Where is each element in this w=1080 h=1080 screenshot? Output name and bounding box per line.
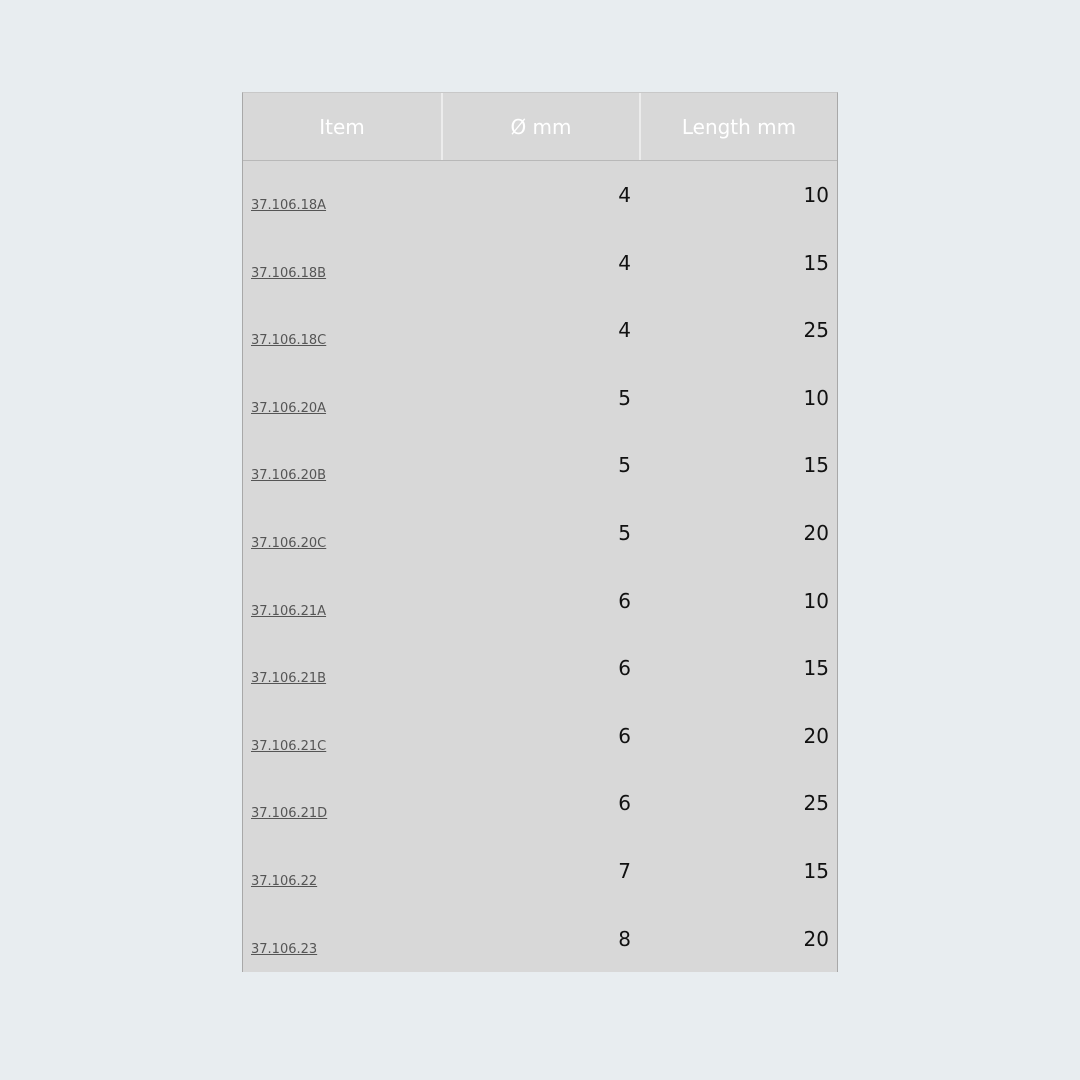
diameter-cell: 4 bbox=[618, 183, 631, 207]
table-row bbox=[243, 769, 837, 837]
item-cell bbox=[243, 431, 441, 499]
item-cell bbox=[243, 702, 441, 770]
item-cell bbox=[243, 837, 441, 905]
item-link[interactable]: 37.106.23 bbox=[251, 941, 318, 957]
item-link[interactable]: 37.106.20A bbox=[251, 400, 327, 416]
diameter-cell: 5 bbox=[618, 453, 631, 478]
table-row bbox=[243, 431, 837, 499]
table-row bbox=[243, 229, 837, 297]
item-link[interactable]: 37.106.21C bbox=[251, 738, 327, 754]
item-link[interactable]: 37.106.20B bbox=[251, 468, 327, 484]
length-cell: 15 bbox=[803, 656, 829, 681]
item-cell bbox=[243, 499, 441, 567]
table-body bbox=[243, 161, 837, 972]
diameter-cell: 5 bbox=[618, 385, 631, 410]
item-cell bbox=[243, 161, 441, 229]
table-row bbox=[243, 499, 837, 567]
header-length: Length mm bbox=[639, 93, 837, 160]
item-cell bbox=[243, 567, 441, 635]
item-link[interactable]: 37.106.18C bbox=[251, 333, 327, 349]
length-cell: 15 bbox=[803, 858, 829, 883]
length-cell: 10 bbox=[803, 385, 829, 410]
table-header bbox=[243, 93, 837, 161]
length-cell: 15 bbox=[803, 250, 829, 275]
product-table bbox=[242, 92, 838, 972]
table-row bbox=[243, 905, 837, 973]
header-diameter: Ø mm bbox=[441, 93, 639, 160]
item-link[interactable]: 37.106.22 bbox=[251, 873, 318, 889]
table-row bbox=[243, 634, 837, 702]
diameter-cell: 6 bbox=[618, 656, 631, 681]
item-link[interactable]: 37.106.18B bbox=[251, 265, 327, 281]
length-cell: 20 bbox=[803, 520, 829, 545]
header-item: Item bbox=[319, 114, 365, 139]
length-cell: 10 bbox=[803, 183, 829, 207]
length-cell: 10 bbox=[803, 588, 829, 613]
length-cell: 20 bbox=[803, 723, 829, 748]
length-cell: 15 bbox=[803, 453, 829, 478]
diameter-cell: 4 bbox=[618, 318, 631, 343]
item-cell bbox=[243, 229, 441, 297]
item-link[interactable]: 37.106.21B bbox=[251, 671, 327, 687]
diameter-cell: 6 bbox=[618, 791, 631, 816]
diameter-cell: 7 bbox=[618, 858, 631, 883]
diameter-cell: 4 bbox=[618, 250, 631, 275]
item-cell bbox=[243, 634, 441, 702]
diameter-cell: 6 bbox=[618, 723, 631, 748]
length-cell: 25 bbox=[803, 318, 829, 343]
length-cell: 25 bbox=[803, 791, 829, 816]
diameter-cell: 8 bbox=[618, 926, 631, 951]
table-row bbox=[243, 567, 837, 635]
table-row bbox=[243, 837, 837, 905]
length-cell: 20 bbox=[803, 926, 829, 951]
diameter-cell: 6 bbox=[618, 588, 631, 613]
item-cell bbox=[243, 296, 441, 364]
table-row bbox=[243, 364, 837, 432]
table-row bbox=[243, 296, 837, 364]
table-row bbox=[243, 702, 837, 770]
item-cell bbox=[243, 769, 441, 837]
item-cell bbox=[243, 364, 441, 432]
item-link[interactable]: 37.106.18A bbox=[251, 198, 327, 213]
item-link[interactable]: 37.106.21A bbox=[251, 603, 327, 619]
item-cell bbox=[243, 905, 441, 973]
item-link[interactable]: 37.106.21D bbox=[251, 806, 328, 822]
diameter-cell: 5 bbox=[618, 520, 631, 545]
item-link[interactable]: 37.106.20C bbox=[251, 535, 327, 551]
table-row bbox=[243, 161, 837, 229]
